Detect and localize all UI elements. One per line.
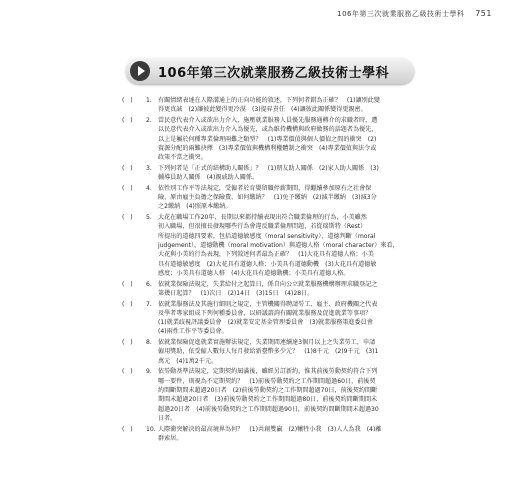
question-text-line: 險，原由雇主負擔之保險費，如何繳納？ (1)免予繳納 (2)減半繳納 (3)減3分 [158,194,377,202]
question-text-line: 政策不當之衝突。 [158,154,207,162]
question-text-line: 以民意代表介入或欲出力介入為優先，或為維持機構與政府做務的話題者為優先， [158,126,378,134]
section-title: 106年第三次就業服務乙級技術士學科 [158,65,390,81]
answer-blank: ( ) [122,368,133,376]
question-text [158,116,420,162]
question-item [122,338,420,366]
answer-blank: ( ) [122,214,133,222]
question-text-line: 日者。 [158,414,177,422]
answer-blank: ( ) [122,164,133,172]
answer-blank: ( ) [122,97,133,104]
question-text-line: 初入職場，但很擅長發現哪些行為會違反職業倫理問題，若從瑞斯特（Rest） [158,223,367,231]
question-text-line: 萬元 (4)1萬2千元。 [158,357,218,365]
answer-blank: ( ) [122,339,133,347]
answer-blank: ( ) [122,184,133,192]
page-number: 751 [475,9,492,18]
question-item [122,213,420,278]
question-item [122,280,420,299]
question-number: 1. [146,97,152,104]
question-item [122,367,420,423]
question-text-line: 大花與小美的行為表現，下列敘述何者最為正確？ (1)大花具有道德人格；小美 [158,251,374,259]
question-text-line: 以上是屬於何種專業倫理兩難之類型？ (1)專業價值與個人價值之間的衝突 (2) [158,135,377,143]
question-text [158,164,420,183]
question-text-line: 哪一要件，則視為不定期契約？ (1)前後勞動契約之工作期間超過60日，前後契 [158,377,376,385]
question-text-line: 超過20日者 (4)前後勞動契約之工作期間超過90日，前後契約間斷期間未超過30 [158,405,379,413]
question-text-line: 僱用獎助，依受僱人數每人每月發給新臺幣多少元？ (1)8千元 (2)9千元 (3)1 [158,348,379,356]
running-header [337,9,492,19]
question-number: 3. [146,164,152,172]
question-item [122,425,420,444]
question-text-line: 當民意代表介入或欲出力介入，施壓就業服務人員優先服務通轉介的求職者時，遭 [158,116,378,124]
question-text-line: 具有道德敏感度 (2)大花具有道德人格；小美具有道德動機 (3)大花具有道德敏 [158,260,377,268]
question-text-line: 大花在職場工作20年，長期以來都持續表現出符合職業倫理的行為，小美雖然 [158,214,367,222]
question-number: 4. [146,184,152,192]
question-text-line: 期間未超過20日者 (3)前後勞動契約之工作期間超過80日，前後契約間斷期間未 [158,396,378,404]
question-text [158,213,420,278]
question-text [158,96,420,115]
question-text-line: 依勞動基準法規定，定期契約屆滿後，雖經另訂新約，惟其前後勞動契約符合下列 [158,368,378,376]
question-text-line: 約間斷期間未超過20日者 (2)前後勞動契約之工作期間超過70日，前後契約間斷 [158,387,378,395]
question-text-line: 感度；小美具有道德人格 (4)大花具有道德動機；小美具有道德人格。 [158,269,350,277]
question-text-line: 下列何者是「正式的結構助人關係」？ (1)朋友助人關係 (2)家人助人關係 (3) [158,164,379,172]
question-text [158,425,420,444]
question-text-line: 人際衝突解決的最高境界為何？ (1)共創雙贏 (2)犧牲小我 (3)人人為我 (4)離 [158,425,382,433]
question-text [158,338,420,366]
section-banner [126,58,414,84]
question-text-line: 資源分配的兩難抉擇 (3)專業價值與機構利權體制之衝突 (4)專業價值與法令或 [158,144,377,152]
question-number: 8. [146,339,152,347]
question-text-line: 群索居。 [158,434,183,442]
answer-blank: ( ) [122,280,133,288]
question-text-line: 及學者專家組成下列何種委員會，以研議諮詢有關就業服務及促進就業等事項？ [158,309,372,317]
question-number: 5. [146,214,152,222]
question-number: 10. [146,425,156,433]
question-number: 2. [146,116,152,124]
question-text [158,300,420,337]
question-text [158,184,420,212]
question-number: 6. [146,280,152,288]
answer-blank: ( ) [122,116,133,124]
question-number: 7. [146,300,152,308]
question-list [122,96,420,445]
question-text-line: (4)兩性工作平等委員會。 [158,328,228,336]
question-text [158,280,420,299]
question-text-line: (1)就業歧視評議委員會 (2)就業安定基金管理委員會 (3)就業服務策進委員會 [158,319,373,327]
question-text-line: 依性別工作平等法規定，受僱者於育嬰留職停薪期間，得繼續參加原有之社會保 [158,184,372,192]
answer-blank: ( ) [122,300,133,308]
question-text-line: 依就業服務法及其施行細則之規定，主管機關得聘請勞工、雇主、政府機關之代表 [158,300,378,308]
question-text-line: judgement）、道德動機（moral motivation）與道德人格（moral character）來看， [158,242,399,250]
question-item [122,184,420,212]
question-item [122,164,420,183]
question-number: 9. [146,368,152,376]
question-text-line: 得更真誠 (2)讓彼此變得更冷漠 (3)提昇責任 (4)讓彼此關係變得更親密。 [158,106,367,114]
question-item [122,116,420,162]
question-text-line: 第幾日起算？ (1)次日 (2)14日 (3)15日 (4)28日。 [158,289,314,297]
play-bullet-icon [130,61,150,81]
answer-blank: ( ) [122,425,133,433]
question-text-line: 輔導員助人關係 (4)親戚助人關係。 [158,174,259,182]
running-title: 106年第三次就業服務乙級技術士學科 [337,10,465,18]
question-text-line: 依就業保險法規定，失業給付之起算日，係自向公立就業服務機構辦理求職登記之 [158,280,378,288]
question-item [122,96,420,115]
question-text-line: 依就業保險促進就業實施辦法規定，失業期間連續達3個月以上之失業勞工，申請 [158,339,376,347]
question-text-line: 所提出的道德四要素，包括道德敏感度（moral sensitivity）、道德判斷（moral [158,232,376,240]
question-item [122,300,420,337]
question-text-line: 之2繳納 (4)照原本繳納。 [158,203,232,211]
question-text-line: 有關情緒表達在人際溝通上的正向功能的敘述，下列何者錯為正確？ (1)讓別此變 [158,97,380,104]
question-text [158,367,420,423]
